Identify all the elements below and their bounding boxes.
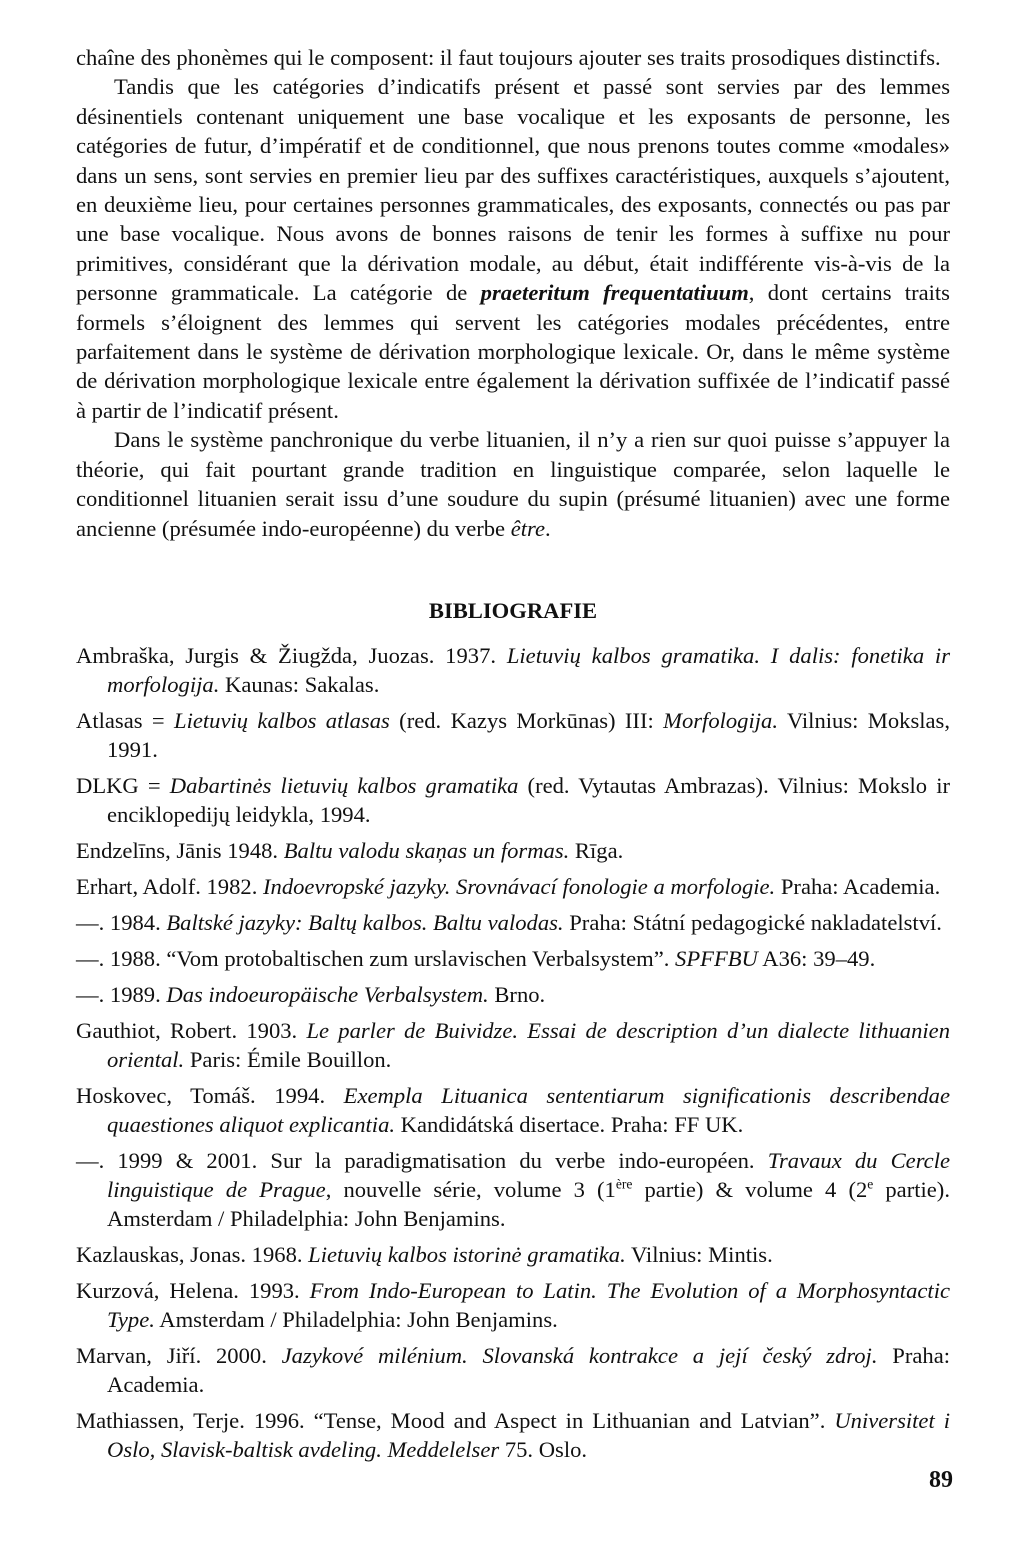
text-run: Vilnius: Mintis. <box>625 1241 773 1267</box>
text-run: —. 1988. “Vom protobaltischen zum urslavischen Verbalsystem”. <box>76 945 676 971</box>
text-run: (red. Vytautas Ambrazas). Vilnius: Mokslo ir enciklopedijų leidykla, 1994. <box>107 772 950 827</box>
paragraph <box>76 425 950 543</box>
bibliography-entry <box>76 1081 950 1139</box>
paragraph <box>76 72 950 425</box>
bibliography-entry <box>76 1240 950 1269</box>
italic-text: Lietuvių kalbos atlasas <box>174 707 390 733</box>
italic-text: From Indo-European to Latin. The Evolution of a Morphosyntactic Type. <box>107 1277 950 1332</box>
italic-text: Travaux du Cercle linguistique de Prague <box>107 1147 950 1202</box>
text-run: Gauthiot, Robert. 1903. <box>76 1017 307 1043</box>
text-run: Marvan, Jiří. 2000. <box>76 1342 282 1368</box>
text-run: . <box>545 515 551 541</box>
text-run: —. 1989. <box>76 981 167 1007</box>
text-run: Kazlauskas, Jonas. 1968. <box>76 1241 309 1267</box>
superscript-text: ère <box>615 1176 633 1192</box>
text-run: —. 1984. <box>76 909 167 935</box>
bibliography-entry <box>76 908 950 937</box>
italic-text: Exempla Lituanica sententiarum significationis describendae quaestiones aliquot explicantia. <box>107 1082 950 1137</box>
text-run: DLKG = <box>76 772 170 798</box>
text-run: Erhart, Adolf. 1982. <box>76 873 263 899</box>
text-run: Tandis que les catégories d’indicatifs présent et passé sont servies par des lemmes désinentiels contenant uniquement une base vocalique et les exposants de personne, les catégories de futur, d’impératif et de conditionnel, que nous prenons toutes comme «modales» dans un sens, sont servies en premier lieu par des suffixes caractéristiques, auxquels s’ajoutent, en deuxième lieu, pour certaines personnes grammaticales, des exposants, connectés ou pas par une base vocalique. Nous avons de bonnes raisons de tenir les formes à suffixe nu pour primitives, considérant que la dérivation modale, au début, était indifférente vis-à-vis de la personne grammaticale. La catégorie de <box>76 74 950 306</box>
italic-text: Baltu valodu skaņas un formas. <box>283 837 570 863</box>
italic-text: praeteritum frequentatiuum <box>480 280 749 306</box>
text-run: Praha: Academia. <box>107 1342 950 1397</box>
italic-text: Morfologija. <box>663 707 778 733</box>
text-run: Praha: Academia. <box>775 873 941 899</box>
text-run: Endzelīns, Jānis 1948. <box>76 837 284 863</box>
bibliography-entry <box>76 1406 950 1464</box>
text-run: Kaunas: Sakalas. <box>219 671 380 697</box>
italic-text: être <box>510 515 546 541</box>
page-content <box>76 43 950 1471</box>
text-run: Dans le système panchronique du verbe lituanien, il n’y a rien sur quoi puisse s’appuyer la théorie, qui fait pourtant grande tradition en linguistique comparée, selon laquelle le conditionnel lituanien serait issu d’une soudure du supin (présumé lituanien) avec une forme ancienne (présumée indo-européenne) du verbe <box>76 427 950 541</box>
text-run: partie). Amsterdam / Philadelphia: John Benjamins. <box>107 1176 950 1231</box>
superscript-text: e <box>867 1176 874 1192</box>
bibliography-entry <box>76 944 950 973</box>
bibliography-entry <box>76 706 950 764</box>
bibliography-entry <box>76 872 950 901</box>
bibliography-entry <box>76 641 950 699</box>
text-run: Paris: Émile Bouillon. <box>184 1046 392 1072</box>
text-run: (red. Kazys Morkūnas) III: <box>389 707 664 733</box>
italic-text: Universitet i Oslo, Slavisk-baltisk avdeling. Meddelelser <box>107 1407 950 1462</box>
bibliography-entry <box>76 1016 950 1074</box>
bibliography-entry <box>76 1341 950 1399</box>
italic-text: Indoevropské jazyky. Srovnávací fonologie a morfologie. <box>263 873 776 899</box>
italic-text: SPFFBU <box>675 945 758 971</box>
text-run: Atlasas = <box>76 707 174 733</box>
italic-text: Jazykové milénium. Slovanská kontrakce a její český zdroj. <box>281 1342 878 1368</box>
italic-text: Das indoeuropäische Verbalsystem. <box>166 981 489 1007</box>
italic-text: Le parler de Buividze. Essai de description d’un dialecte lithuanien oriental. <box>107 1017 950 1072</box>
text-run: Kandidátská disertace. Praha: FF UK. <box>395 1111 744 1137</box>
italic-text: Lietuvių kalbos istorinė gramatika. <box>308 1241 626 1267</box>
paragraph <box>76 43 950 72</box>
text-run: Vilnius: Mokslas, 1991. <box>107 707 950 762</box>
text-run: Amsterdam / Philadelphia: John Benjamins. <box>154 1306 558 1332</box>
text-run: , dont certains traits formels s’éloignent des lemmes qui servent les catégories modales précédentes, entre parfaitement dans le système de dérivation morphologique lexicale. Or, dans le même système de dérivation morphologique lexicale entre également la dérivation suffixée de l’indicatif passé à partir de l’indicatif présent. <box>76 280 950 423</box>
bibliography-entry <box>76 1146 950 1233</box>
text-run: chaîne des phonèmes qui le composent: il faut toujours ajouter ses traits prosodiques distinctifs. <box>76 45 941 70</box>
text-run: , nouvelle série, volume 3 (1 <box>325 1176 616 1202</box>
text-run: Brno. <box>488 981 546 1007</box>
text-run: Rīga. <box>569 837 624 863</box>
italic-text: Lietuvių kalbos gramatika. I dalis: fonetika ir morfologija. <box>107 642 951 697</box>
italic-text: Dabartinės lietuvių kalbos gramatika <box>169 772 519 798</box>
text-run: Mathiassen, Terje. 1996. “Tense, Mood and Aspect in Lithuanian and Latvian”. <box>76 1407 835 1433</box>
italic-text: Baltské jazyky: Baltų kalbos. Baltu valodas. <box>166 909 564 935</box>
text-run: Hoskovec, Tomáš. 1994. <box>76 1082 344 1108</box>
bibliography-list <box>76 641 950 1464</box>
text-run: 75. Oslo. <box>499 1436 588 1462</box>
bibliography-entry <box>76 980 950 1009</box>
text-run: A36: 39–49. <box>757 945 876 971</box>
bibliography-entry <box>76 1276 950 1334</box>
bibliography-entry <box>76 771 950 829</box>
body-text <box>76 43 950 543</box>
bibliography-entry <box>76 836 950 865</box>
text-run: —. 1999 & 2001. Sur la paradigmatisation du verbe indo-européen. <box>76 1147 768 1173</box>
text-run: Kurzová, Helena. 1993. <box>76 1277 310 1303</box>
text-run: Praha: Státní pedagogické nakladatelství. <box>563 909 942 935</box>
text-run: partie) & volume 4 (2 <box>632 1176 868 1202</box>
bibliography-heading: BIBLIOGRAFIE <box>428 597 598 623</box>
page-number: 89 <box>929 1467 953 1493</box>
text-run: Ambraška, Jurgis & Žiugžda, Juozas. 1937. <box>76 642 507 668</box>
